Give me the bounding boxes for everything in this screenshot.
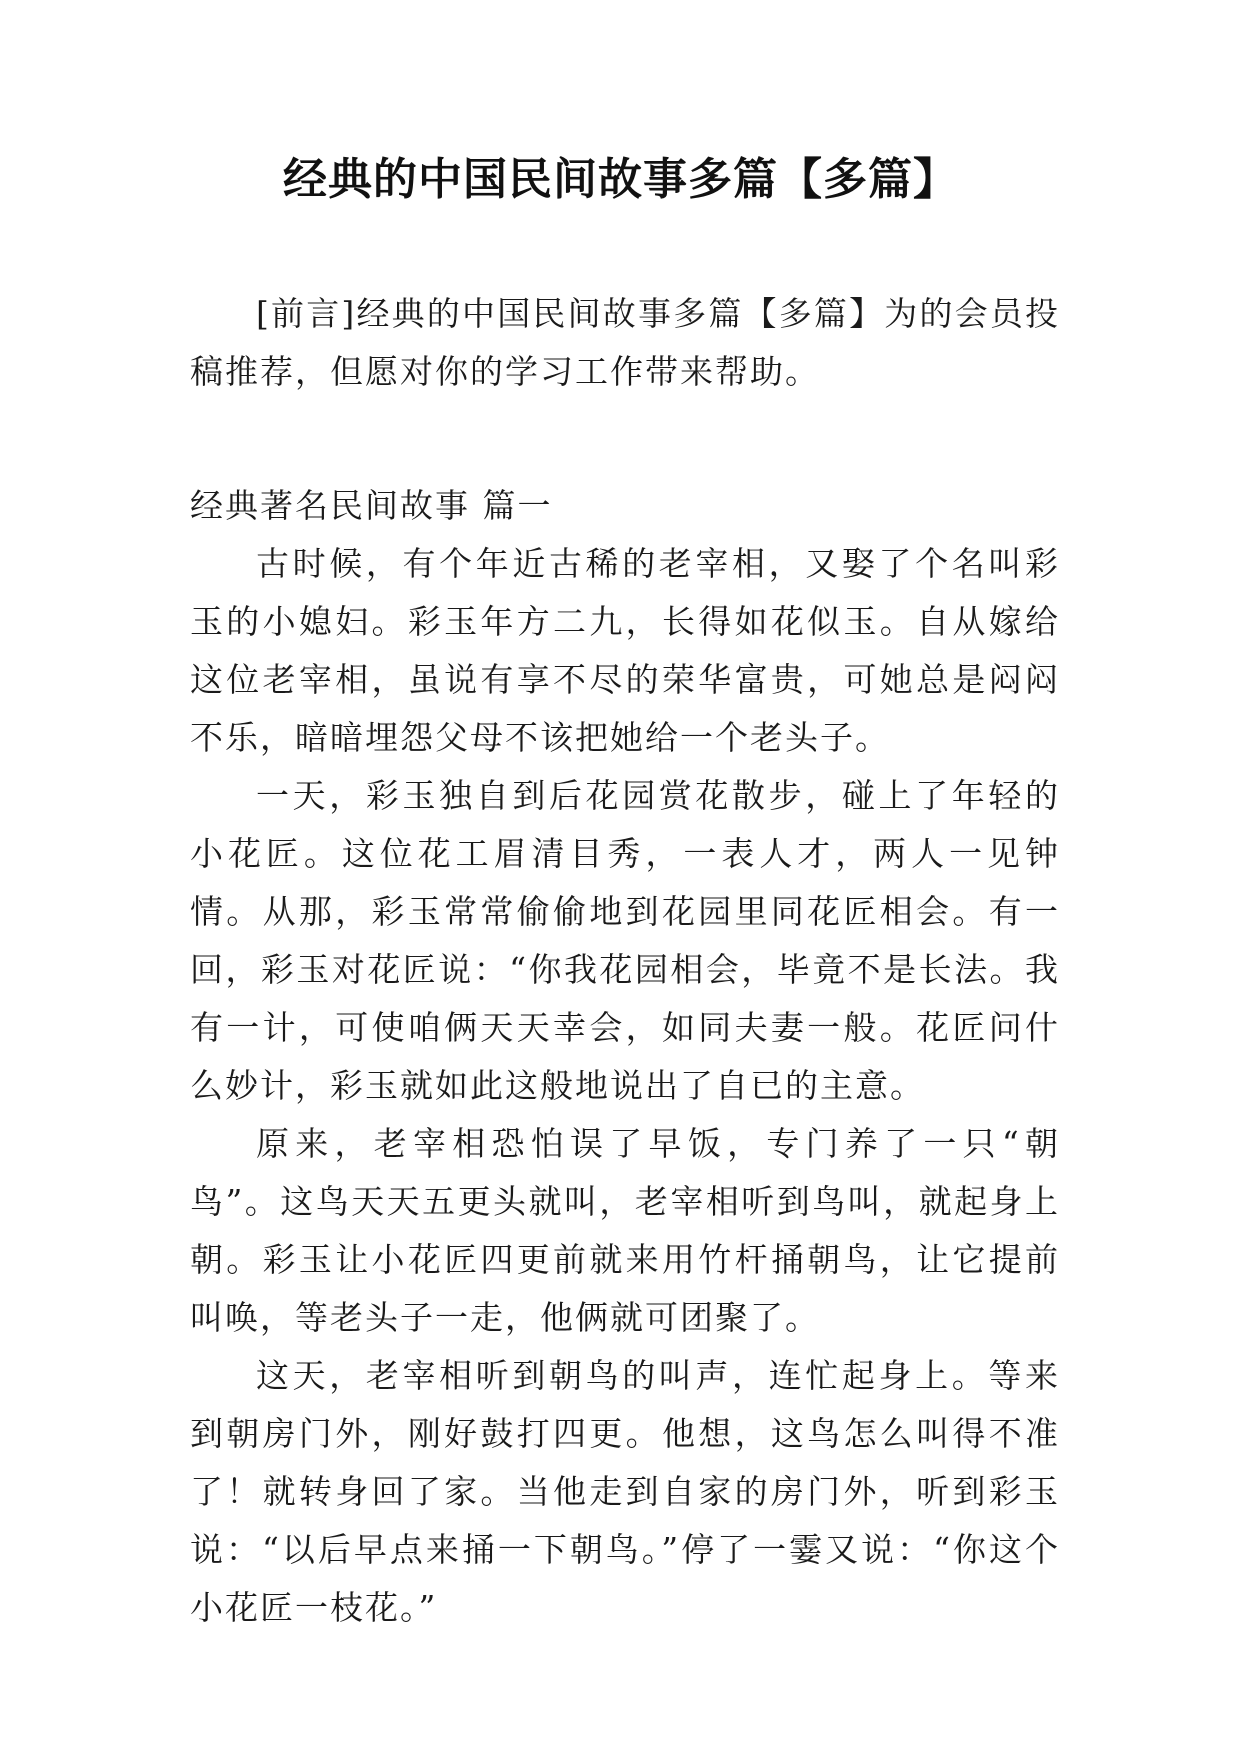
body-paragraph: 原来，老宰相恐怕误了早饭，专门养了一只“朝鸟”。这鸟天天五更头就叫，老宰相听到鸟叫，就起身上朝。彩玉让小花匠四更前就来用竹杆捅朝鸟，让它提前叫唤，等老头子一走，他俩就可团聚了。: [190, 1124, 1060, 1337]
document-body: [190, 285, 1060, 1637]
section-heading: 经典著名民间故事 篇一: [190, 486, 553, 525]
preface-paragraph: [前言]经典的中国民间故事多篇【多篇】为的会员投稿推荐，但愿对你的学习工作带来帮助。: [190, 294, 1060, 391]
document-title: 经典的中国民间故事多篇【多篇】: [283, 154, 958, 205]
body-paragraph: 一天，彩玉独自到后花园赏花散步，碰上了年轻的小花匠。这位花工眉清目秀，一表人才，两人一见钟情。从那，彩玉常常偷偷地到花园里同花匠相会。有一回，彩玉对花匠说：“你我花园相会，毕竟不是长法。我有一计，可使咱俩天天幸会，如同夫妻一般。花匠问什么妙计，彩玉就如此这般地说出了自已的主意。: [190, 776, 1060, 1105]
body-paragraph: 这天，老宰相听到朝鸟的叫声，连忙起身上。等来到朝房门外，刚好鼓打四更。他想，这鸟怎么叫得不准了！就转身回了家。当他走到自家的房门外，听到彩玉说：“以后早点来捅一下朝鸟。”停了一霎又说：“你这个小花匠一枝花。”: [190, 1356, 1060, 1627]
body-paragraph: 古时候，有个年近古稀的老宰相，又娶了个名叫彩玉的小媳妇。彩玉年方二九，长得如花似玉。自从嫁给这位老宰相，虽说有享不尽的荣华富贵，可她总是闷闷不乐，暗暗埋怨父母不该把她给一个老头子。: [190, 544, 1060, 757]
